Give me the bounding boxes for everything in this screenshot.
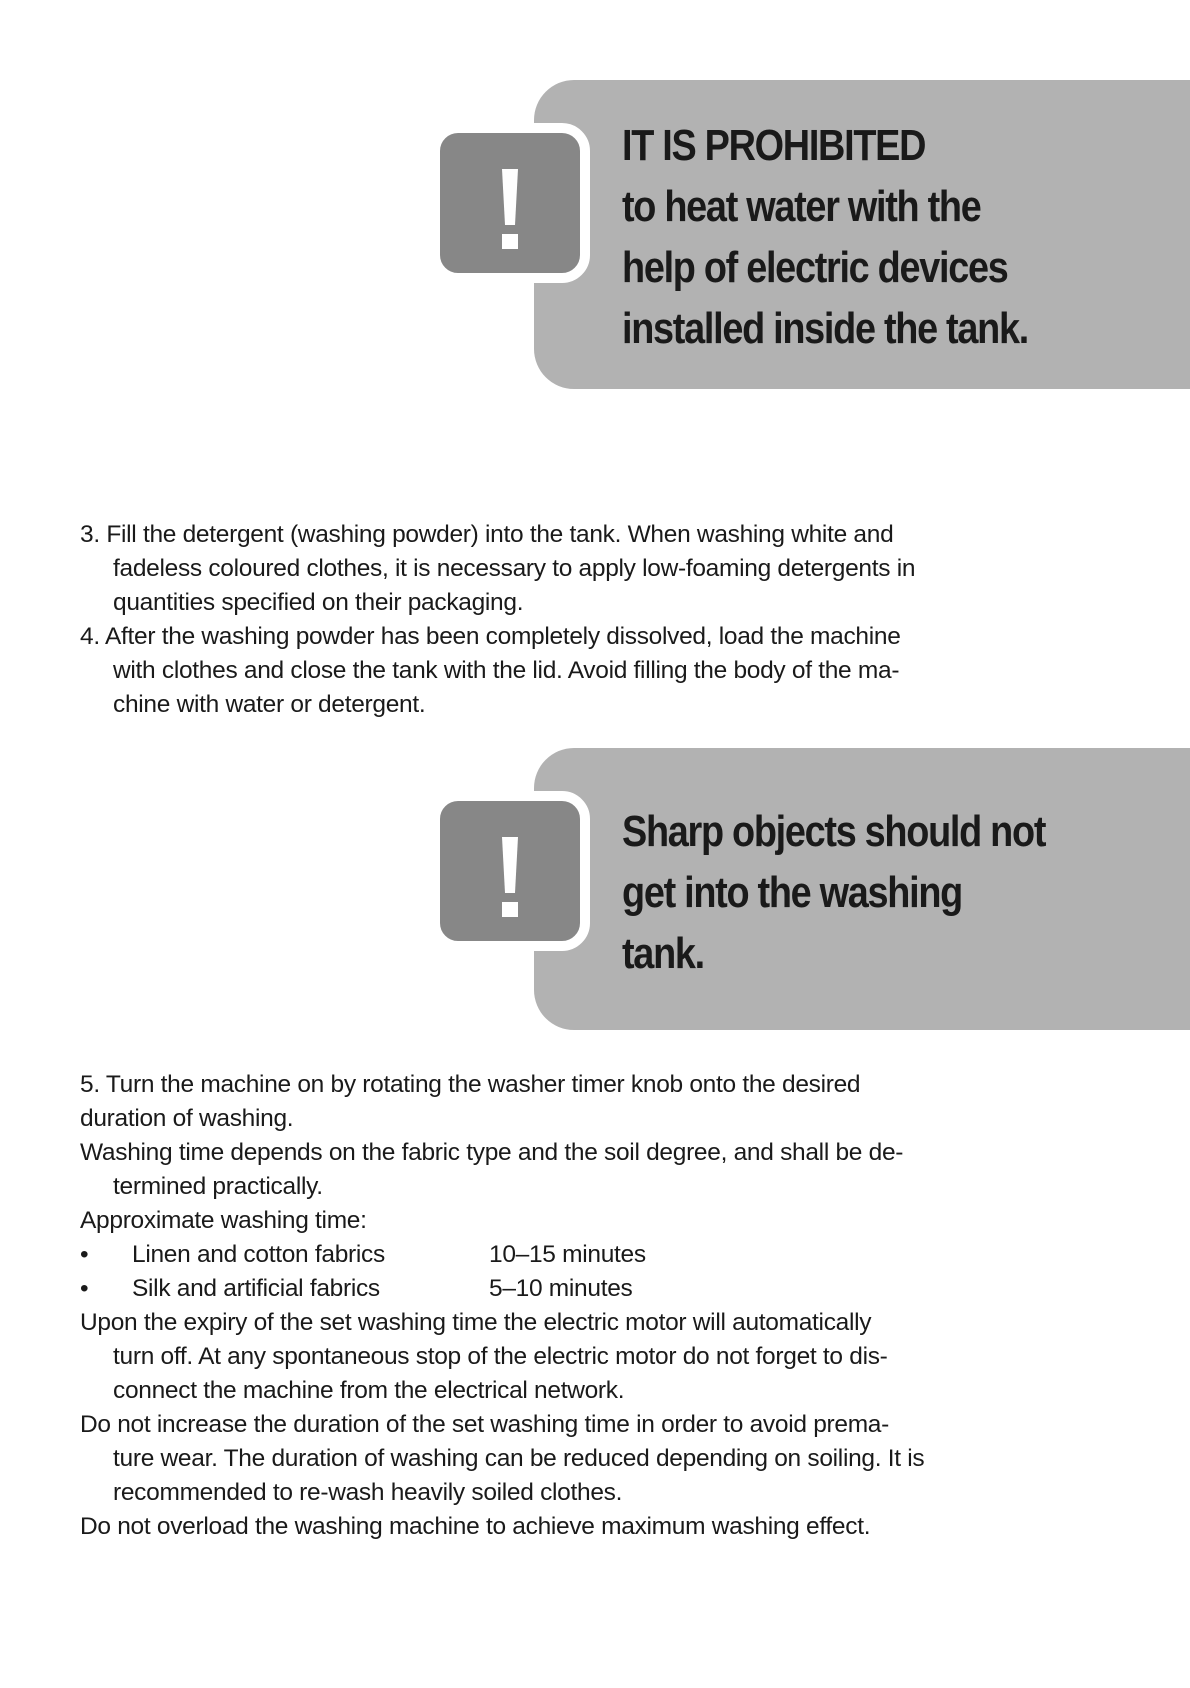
text-line: 3. Fill the detergent (washing powder) into the tank. When washing white and <box>80 521 894 548</box>
washing-duration: 10–15 minutes <box>489 1241 646 1268</box>
warning-line: IT IS PROHIBITED <box>622 121 926 170</box>
washing-time-item <box>80 1272 1040 1306</box>
warning-line: tank. <box>622 929 704 978</box>
warning-line: to heat water with the <box>622 182 981 231</box>
washing-time-item <box>80 1238 1040 1272</box>
washing-duration: 5–10 minutes <box>489 1275 633 1302</box>
text-line: recommended to re-wash heavily soiled clothes. <box>113 1479 623 1506</box>
text-line: Upon the expiry of the set washing time the electric motor will automatically <box>80 1309 872 1336</box>
bullet: • <box>80 1241 89 1268</box>
text-line: 5. Turn the machine on by rotating the washer timer knob onto the desired <box>80 1071 861 1098</box>
bullet: • <box>80 1275 89 1302</box>
text-line: Do not increase the duration of the set washing time in order to avoid prema- <box>80 1411 889 1438</box>
warning-line: get into the washing <box>622 868 962 917</box>
warning-line: help of electric devices <box>622 243 1008 292</box>
exclamation-icon <box>430 123 590 283</box>
warning-text-prohibited <box>622 115 1086 359</box>
text-line: Washing time depends on the fabric type and the soil degree, and shall be de- <box>80 1139 904 1166</box>
warning-line: Sharp objects should not <box>622 807 1046 856</box>
warning-line: installed inside the tank. <box>622 304 1028 353</box>
text-line: quantities specified on their packaging. <box>113 589 524 616</box>
warning-text-sharp-objects <box>622 801 1086 984</box>
text-line: fadeless coloured clothes, it is necessary to apply low-foaming detergents in <box>113 555 916 582</box>
text-line: with clothes and close the tank with the lid. Avoid filling the body of the ma- <box>113 657 900 684</box>
exclamation-icon <box>430 791 590 951</box>
text-line: Do not overload the washing machine to achieve maximum washing effect. <box>80 1513 871 1540</box>
text-line: termined practically. <box>113 1173 323 1200</box>
step-5 <box>80 1068 1040 1544</box>
text-line: 4. After the washing powder has been completely dissolved, load the machine <box>80 623 901 650</box>
steps-3-4 <box>80 518 1040 722</box>
text-line: Approximate washing time: <box>80 1207 367 1234</box>
fabric-type: Silk and artificial fabrics <box>132 1275 380 1302</box>
text-line: ture wear. The duration of washing can be reduced depending on soiling. It is <box>113 1445 925 1472</box>
text-line: duration of washing. <box>80 1105 294 1132</box>
text-line: chine with water or detergent. <box>113 691 426 718</box>
text-line: connect the machine from the electrical network. <box>113 1377 625 1404</box>
text-line: turn off. At any spontaneous stop of the electric motor do not forget to dis- <box>113 1343 888 1370</box>
fabric-type: Linen and cotton fabrics <box>132 1241 385 1268</box>
